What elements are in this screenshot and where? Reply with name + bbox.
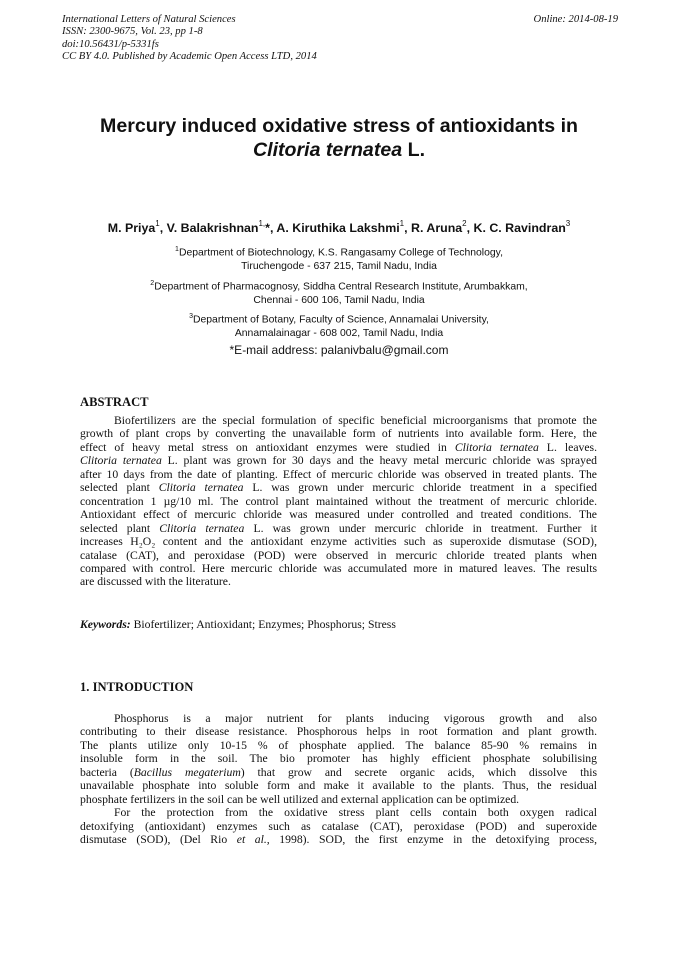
title-line-1: Mercury induced oxidative stress of antioxidants in: [100, 115, 578, 137]
affiliation-line: [40, 243, 638, 260]
abstract-line: compared with control. Here mercuric chloride was accumulated more in matured leaves. The results: [80, 561, 597, 575]
journal-header: [62, 14, 618, 64]
affiliation-mark: 2: [150, 280, 155, 287]
affiliation-mark: 3: [189, 313, 193, 320]
issn: ISSN: 2300-9675, Vol. 23, pp 1-8: [62, 26, 203, 38]
intro-line: insoluble form in the soil. The bio promoter has highly efficient phosphate solubilising: [80, 752, 597, 766]
paper-title: [60, 114, 618, 162]
author-affiliation-mark: 2: [462, 219, 467, 228]
keywords-label: Keywords: [80, 618, 127, 631]
abstract-line: are discussed with the literature.: [80, 575, 231, 589]
introduction-body: [80, 712, 597, 847]
affiliation-line: Tiruchengode - 637 215, Tamil Nadu, India: [241, 260, 437, 272]
author-name: R. Aruna: [411, 221, 463, 236]
online-date: Online: 2014-08-19: [533, 14, 618, 25]
author-affiliation-mark: 1,: [258, 219, 266, 228]
abstract-line: effect of heavy metal stress on antioxidant enzymes were studied in Clitoria ternatea L. leaves.: [80, 440, 598, 454]
title-line-2: [60, 138, 618, 162]
affiliation-mark: 1: [175, 246, 179, 253]
journal-name: International Letters of Natural Sciences: [62, 14, 236, 25]
author-list: M. Priya$^1$, V. Balakrishnan$^{1,}$*, A. Kiruthika Lakshmi$^1$, R. Aruna$^2$, K. C. Ravindran$^3$: [107, 219, 571, 236]
abstract-body: [80, 414, 597, 589]
license: CC BY 4.0. Published by Academic Open Access LTD, 2014: [62, 51, 317, 63]
abstract-line: Antioxidant effect of mercuric chloride was measured under controlled and treated conditions. The: [80, 508, 597, 522]
intro-line: unavailable phosphate into soluble form and make it available to the plants. Thus, the residual: [80, 779, 597, 793]
contact-email[interactable]: *E-mail address: palanivbalu@gmail.com: [229, 343, 449, 357]
abstract-line: Biofertilizers are the special formulation of specific beneficial microorganisms that promote the: [114, 414, 597, 427]
affiliation-line: Chennai - 600 106, Tamil Nadu, India: [253, 294, 425, 306]
abstract-line: selected plant Clitoria ternatea L. was grown under mercuric chloride in treatment. Further it: [80, 521, 598, 535]
doi[interactable]: doi:10.56431/p-5331fs: [62, 38, 159, 50]
title-suffix: L.: [402, 139, 426, 161]
author-affiliation-mark: 1: [155, 219, 160, 228]
author-affiliation-mark: 3: [565, 219, 571, 228]
introduction-heading: 1. INTRODUCTION: [80, 680, 194, 694]
abstract-line: increases H₂O₂ content and the antioxidant enzyme activities such as superoxide dismutase (SOD),: [80, 535, 597, 549]
affiliation-text: Department of Biotechnology, K.S. Rangasamy College of Technology,: [178, 247, 503, 259]
intro-line: phosphate fertilizers in the soil can be well utilized and external application can be optimized.: [80, 792, 520, 806]
keywords: Keywords: Biofertilizer; Antioxidant; Enzymes; Phosphorus; Stress: [80, 618, 396, 631]
keywords-text: Biofertilizer; Antioxidant; Enzymes; Phosphorus; Stress: [133, 618, 396, 631]
intro-line: dismutase (SOD), (Del Rio et al., 1998). SOD, the first enzyme in the detoxifying process,: [80, 833, 598, 847]
author-name: V. Balakrishnan: [166, 221, 259, 236]
author-name: A. Kiruthika Lakshmi: [276, 221, 400, 236]
intro-line: For the protection from the oxidative stress plant cells contain both oxygen radical: [114, 806, 597, 820]
affiliation-text: Department of Pharmacognosy, Siddha Central Research Institute, Arumbakkam,: [154, 281, 528, 293]
intro-line: Phosphorus is a major nutrient for plants inducing vigorous growth and also: [114, 712, 597, 725]
abstract-line: growth of plant crops by converting the unavailable form of nutrients into available form. Here, the: [80, 427, 597, 441]
abstract-line: after 10 days from the date of planting. Effect of mercuric chloride was observed in treated plants. The: [80, 467, 597, 481]
abstract-heading: ABSTRACT: [80, 395, 149, 409]
abstract-line: Clitoria ternatea L. plant was grown for 30 days and the heavy metal mercuric chloride was sprayed: [80, 454, 597, 468]
intro-line: contributing to their disease resistance. Phosphorous helps in root formation and plant growth.: [80, 725, 597, 739]
author-name: M. Priya: [107, 221, 156, 236]
affiliation-text: Department of Botany, Faculty of Science, Annamalai University,: [193, 314, 489, 326]
abstract-line: catalase (CAT), and peroxidase (POD) were observed in mercuric chloride treated plants when: [80, 548, 597, 562]
abstract-line: selected plant Clitoria ternatea L. was grown under mercuric chloride treatment in a specified: [80, 481, 597, 495]
author-affiliation-mark: 1: [399, 219, 405, 228]
affiliation-3: [40, 310, 638, 340]
intro-line: detoxifying (antioxidant) enzymes such as catalase (CAT), peroxidase (POD) and superoxide: [80, 819, 597, 833]
affiliation-1: [40, 243, 638, 273]
corresponding-author-mark: *: [265, 221, 270, 236]
affiliation-line: Annamalainagar - 608 002, Tamil Nadu, India: [234, 327, 444, 339]
affiliation-line: [40, 277, 638, 294]
title-species: Clitoria ternatea: [252, 139, 403, 161]
intro-line: The plants utilize only 10-15 % of phosphate applied. The balance 85-90 % remains in: [80, 738, 597, 752]
abstract-line: concentration 1 µg/10 ml. The control plant maintained without the treatment of mercuric chloride.: [80, 494, 597, 508]
affiliation-2: [40, 277, 638, 307]
intro-line: bacteria (Bacillus megaterium) that grow and secrete organic acids, which dissolve this: [80, 765, 597, 779]
author-name: K. C. Ravindran: [473, 221, 566, 236]
affiliation-line: [40, 310, 638, 327]
